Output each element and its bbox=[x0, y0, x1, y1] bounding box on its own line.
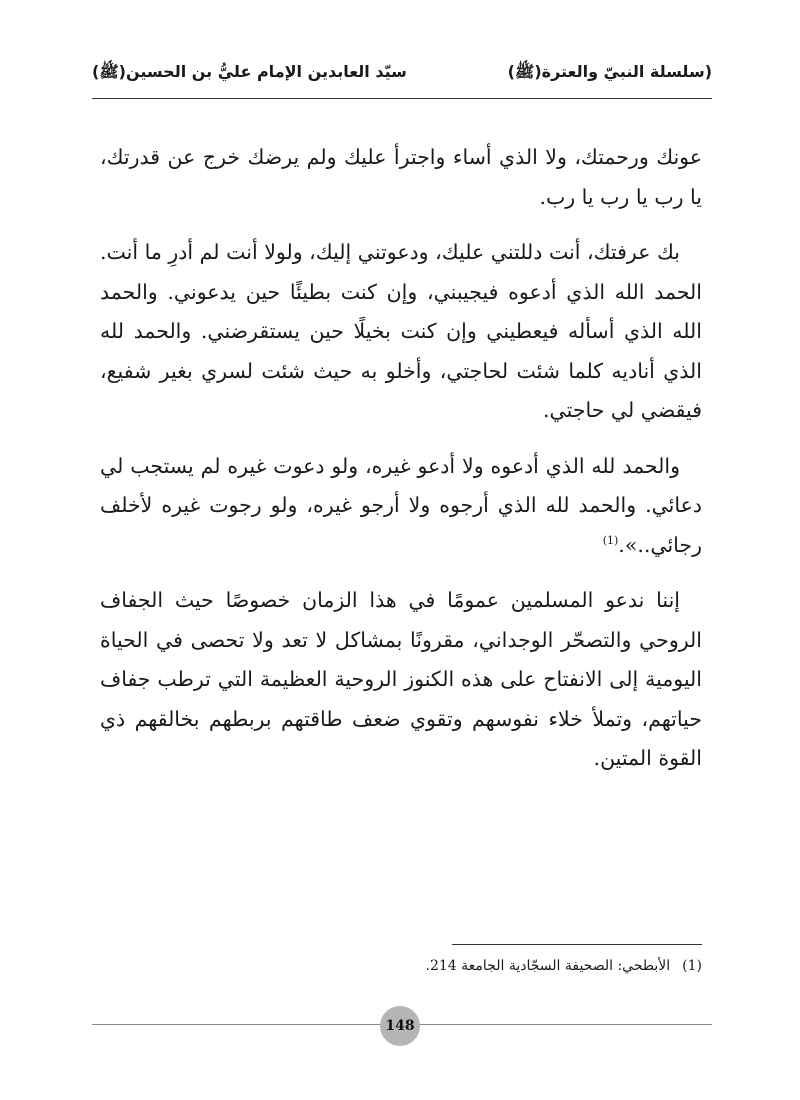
paragraph-3-text: والحمد لله الذي أدعوه ولا أدعو غيره، ولو دعوت غيره لم يستجب لي دعائي. والحمد لله الذي أرجوه ولا أرجو غيره، ولو رجوت غيره لأخلف رجائي..». bbox=[100, 453, 702, 557]
footnote-reference[interactable]: (1) bbox=[602, 533, 619, 547]
main-text bbox=[100, 138, 702, 795]
header-divider bbox=[92, 98, 712, 99]
paragraph-1: عونك ورحمتك، ولا الذي أساء واجترأ عليك ولم يرضك خرج عن قدرتك، يا رب يا رب يا رب. bbox=[100, 145, 702, 209]
paragraph-4: إننا ندعو المسلمين عمومًا في هذا الزمان خصوصًا حيث الجفاف الروحي والتصحّر الوجداني، مقرونًا بمشاكل لا تعد ولا تحصى في الحياة اليومية إلى الانفتاح على هذه الكنوز الروحية العظيمة التي ترطب جفاف حياتهم، وتملأ خلاء نفوسهم وتقوي ضعف طاقتهم بربطهم بخالقهم ذي القوة المتين. bbox=[100, 588, 702, 770]
book-title: سيّد العابدين الإمام عليُّ بن الحسين(ﷺ) bbox=[92, 62, 407, 81]
series-title: (سلسلة النبيّ والعترة(ﷺ) bbox=[507, 62, 712, 81]
footnote-divider bbox=[452, 944, 702, 945]
running-header bbox=[92, 58, 712, 94]
paragraph-3 bbox=[100, 447, 702, 566]
footnote bbox=[142, 955, 702, 977]
paragraph-2: بك عرفتك، أنت دللتني عليك، ودعوتني إليك، ولولا أنت لم أدرِ ما أنت. الحمد الله الذي أدعوه فيجيبني، وإن كنت بطيئًا حين يدعوني. والحمد الله الذي أسأله فيعطيني وإن كنت بخيلًا حين يستقرضني. والحمد لله الذي أناديه كلما شئت لحاجتي، وأخلو به حيث شئت لسري بغير شفيع، فيقضي لي حاجتي. bbox=[100, 240, 702, 422]
footnote-text: الأبطحي: الصحيفة السجّادية الجامعة 214. bbox=[425, 958, 671, 974]
page-number: 148 bbox=[380, 1006, 420, 1046]
footnote-mark: (1) bbox=[682, 958, 702, 974]
